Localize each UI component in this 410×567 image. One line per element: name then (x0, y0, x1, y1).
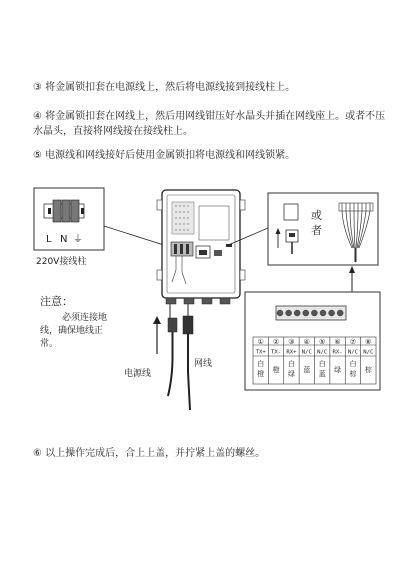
strip-screw-3 (294, 310, 300, 316)
strip-screw-4 (303, 310, 309, 316)
or-text-2: 者 (311, 224, 322, 237)
pin-number-3: ③ (288, 338, 295, 346)
pin-signal-6: RX- (332, 349, 343, 356)
rj45-socket-icon (284, 204, 298, 220)
pinout-box (245, 266, 380, 390)
pin-color-3: 白绿 (287, 360, 295, 378)
strip-screw-8 (337, 310, 343, 316)
pin-number-1: ① (257, 338, 264, 346)
pin-number-5: ⑤ (319, 338, 326, 346)
inner-port (214, 250, 222, 256)
pin-signal-8: N/C (363, 349, 374, 356)
note-line-3: 常。 (40, 339, 59, 349)
note-line-1: 必须连接地 (62, 313, 108, 323)
board-panel (199, 206, 229, 240)
strip-screw-1 (277, 310, 283, 316)
step-5-text: ⑤ 电源线和网线接好后使用金属锁扣将电源线和网线锁紧。 (33, 150, 296, 161)
pin-signal-2: TX- (271, 349, 282, 356)
terminal-block-box (34, 188, 104, 250)
step-6-text: ⑥ 以上操作完成后，合上上盖，并拧紧上盖的螺丝。 (33, 448, 266, 459)
terminal-mark-n: N (60, 234, 68, 245)
strip-screw-6 (320, 310, 326, 316)
pin-number-2: ② (272, 338, 280, 346)
rj45-detail-box (268, 193, 378, 265)
power-cable-label: 电源线 (124, 369, 152, 379)
network-cable (183, 304, 193, 410)
or-text-1: 或 (311, 209, 322, 222)
pin-color-2: 橙 (272, 366, 280, 374)
strip-screw-5 (311, 310, 317, 316)
step-4-text: ④ 将金属锁扣套在网线上，然后用网线钳压好水晶头并插在网线座上。或者不压水晶头，直接将网线接在接线柱上。 (33, 111, 386, 137)
pin-signal-3: RX+ (286, 349, 297, 356)
power-cable (168, 304, 177, 396)
pin-signal-1: TX+ (255, 349, 266, 356)
device-enclosure (157, 190, 245, 304)
note-title: 注意： (40, 295, 73, 308)
leader-line-terminal (104, 226, 170, 247)
terminal-caption: 220V接线柱 (36, 257, 87, 267)
pin-color-8: 棕 (364, 366, 372, 374)
insert-arrow-icon (153, 316, 161, 354)
strip-screw-2 (286, 310, 292, 316)
pin-number-6: ⑥ (334, 338, 341, 346)
pin-signal-7: N/C (347, 349, 358, 356)
pin-number-8: ⑧ (365, 338, 372, 346)
terminal-mark-l: L (46, 234, 52, 245)
pin-number-7: ⑦ (349, 338, 357, 346)
strip-screw-7 (329, 310, 335, 316)
ground-symbol-icon: ⏚ (73, 234, 83, 245)
network-cable-label: 网线 (194, 359, 213, 369)
pin-color-1: 白橙 (257, 360, 265, 378)
pin-color-4: 蓝 (303, 366, 311, 374)
step-3-text: ③ 将金属锁扣套在电源线上，然后将电源线接到接线柱上。 (33, 82, 296, 93)
pin-color-6: 绿 (334, 366, 342, 374)
pin-number-4: ④ (303, 338, 310, 346)
pin-signal-5: N/C (317, 349, 328, 356)
pin-signal-4: N/C (301, 349, 312, 356)
terminal-screws (48, 200, 84, 222)
pin-color-5: 白蓝 (318, 360, 326, 378)
note-line-2: 线，确保地线正 (40, 326, 104, 336)
pin-color-7: 白棕 (349, 360, 357, 378)
